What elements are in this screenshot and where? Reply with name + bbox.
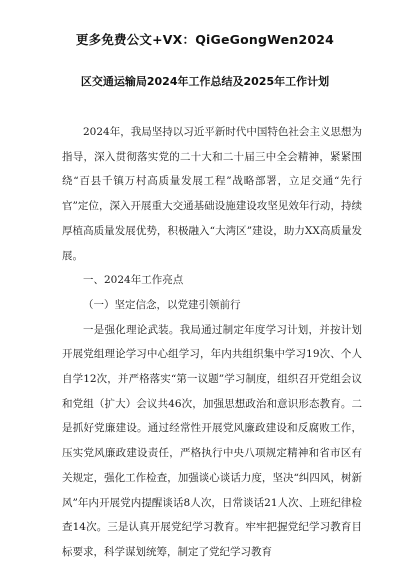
document-body — [62, 120, 362, 565]
subsection-heading: （一）坚定信念，以党建引领前行 — [83, 298, 241, 311]
section-heading: 一、2024年工作亮点 — [83, 274, 184, 287]
promo-header: 更多免费公文+VX：QiGeGongWen2024 — [75, 32, 335, 47]
intro-paragraph: 2024年，我局坚持以习近平新时代中国特色社会主义思想为指导，深入贯彻落实党的二十大和二十届三中全会精神，紧紧围绕“百县千镇万村高质量发展工程”战略部署，立足交通“先行官”定位，深入开展重大交通基础设施建设攻坚见效年行动，持续厚植高质量发展优势，积极融入“大湾区”建设，助力XX高质量发展。 — [62, 126, 362, 262]
body-paragraph: 一是强化理论武装。我局通过制定年度学习计划，并按计划开展党组理论学习中心组学习，年内共组织集中学习19次、个人自学12次，并严格落实“第一议题”学习制度，组织召开党组会议和党组（扩大）会议共46次，加强思想政治和意识形态教育。二是抓好党廉建设。通过经常性开展党风廉政建设和反腐败工作，压实党风廉政建设责任，严格执行中央八项规定精神和省市区有关规定，强化工作检查，加强谈心谈话力度，坚决“纠四风，树新风”年内开展党内提醒谈话8人次，日常谈话21人次、上班纪律检查14次。三是认真开展党纪学习教育。牢牢把握党纪学习教育目标要求，科学谋划统筹，制定了党纪学习教育 — [62, 323, 362, 558]
document-title: 区交通运输局2024年工作总结及2025年工作计划 — [80, 75, 330, 88]
